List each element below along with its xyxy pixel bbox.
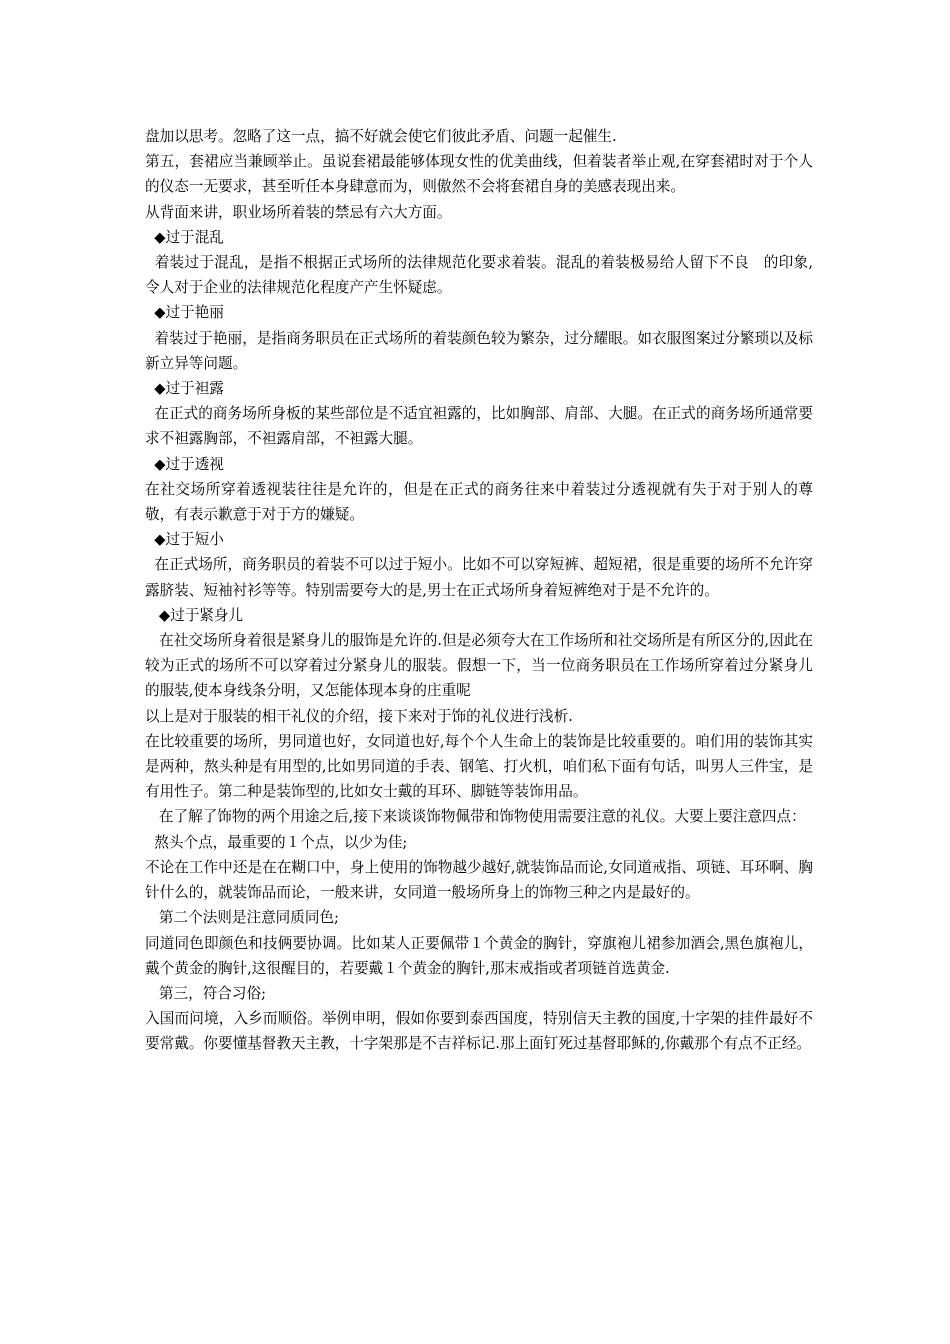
paragraph-too-exposed: 在正式的商务场所身板的某些部位是不适宜袒露的，比如胸部、肩部、大腿。在正式的商务场所通常要求不袒露胸部，不袒露肩部，不袒露大腿。 bbox=[145, 405, 813, 448]
heading-too-exposed: ◆过于袒露 bbox=[145, 380, 224, 398]
paragraph-too-transparent: 在社交场所穿着透视装往往是允许的，但是在正式的商务往来中着装过分透视就有失于对于别人的尊敬，有表示歉意于对于方的嫌疑。 bbox=[145, 480, 813, 524]
paragraph-suit-manners: 第五，套裙应当兼顾举止。虽说套裙最能够体现女性的优美曲线，但着装者举止观,在穿套裙时对于个人的仪态一无要求，甚至听任本身肆意而为，则傲然不会将套裙自身的美感表现出来。 bbox=[145, 153, 813, 196]
paragraph-rule-one: 不论在工作中还是在在糊口中，身上使用的饰物越少越好,就装饰品而论,女同道戒指、项链、耳环啊、胸针什么的，就装饰品而论，一般来讲，女同道一般场所身上的饰物三种之内是最好的。 bbox=[145, 858, 813, 902]
paragraph-transition: 以上是对于服装的相干礼仪的介绍，接下来对于饰的礼仪进行浅析. bbox=[145, 707, 573, 725]
paragraph-too-gaudy: 着装过于艳丽，是指商务职员在正式场所的着装颜色较为繁杂，过分耀眼。如衣服图案过分繁琐以及标新立异等问题。 bbox=[145, 329, 813, 372]
heading-too-tight: ◆过于紧身儿 bbox=[145, 606, 244, 624]
paragraph-too-tight: 在社交场所身着很是紧身儿的服饰是允许的.但是必须夸大在工作场所和社交场所是有所区分的,因此在较为正式的场所不可以穿着过分紧身儿的服装。假想一下，当一位商务职员在工作场所穿着过分紧身儿的服装,使本身线条分明，又怎能体现本身的庄重呢 bbox=[145, 632, 813, 700]
heading-rule-two: 第二个法则是注意同质同色; bbox=[145, 909, 339, 927]
paragraph-too-messy: 着装过于混乱，是指不根据正式场所的法律规范化要求着装。混乱的着装极易给人留下不良 的印象,令人对于企业的法律规范化程度产产生怀疑虑。 bbox=[145, 254, 813, 297]
heading-rule-one: 熬头个点，最重要的１个点，以少为佳; bbox=[145, 833, 408, 851]
paragraph-too-short: 在正式场所，商务职员的着装不可以过于短小。比如不可以穿短裤、超短裙，很是重要的场所不允许穿露脐装、短袖衬衫等等。特别需要夸大的是,男士在正式场所身着短裤绝对于是不允许的。 bbox=[145, 556, 813, 599]
heading-too-messy: ◆过于混乱 bbox=[145, 228, 224, 246]
heading-too-short: ◆过于短小 bbox=[145, 531, 224, 549]
paragraph-rule-two: 同道同色即颜色和技俩要协调。比如某人正要佩带１个黄金的胸针，穿旗袍儿裙参加酒会,黑色旗袍儿，戴个黄金的胸针,这很醒目的，若要戴１个黄金的胸针,那末戒指或者项链首选黄金. bbox=[145, 934, 813, 977]
heading-too-gaudy: ◆过于艳丽 bbox=[145, 304, 224, 322]
paragraph-rule-three: 入国而问境，入乡而顺俗。举例申明，假如你要到泰西国度，特别信天主教的国度,十字架的挂件最好不要常戴。你要懂基督教天主教，十字架那是不吉祥标记.那上面钉死过基督耶稣的,你戴那个有点不正经。 bbox=[145, 1010, 813, 1053]
paragraph-taboos-intro: 从背面来讲，职业场所着装的禁忌有六大方面。 bbox=[145, 203, 452, 221]
heading-too-transparent: ◆过于透视 bbox=[145, 455, 224, 473]
heading-rule-three: 第三，符合习俗; bbox=[145, 984, 266, 1002]
paragraph-accessory-etiquette: 在了解了饰物的两个用途之后,接下来谈谈饰物佩带和饰物使用需要注意的礼仪。大要上要注意四点： bbox=[145, 808, 806, 826]
paragraph-continuation: 盘加以思考。忽略了这一点，搞不好就会使它们彼此矛盾、问题一起催生. bbox=[145, 128, 617, 145]
paragraph-accessory-types: 在比较重要的场所，男同道也好，女同道也好,每个个人生命上的装饰是比较重要的。咱们用的装饰其实是两种，熬头种是有用型的,比如男同道的手表、钢笔、打火机，咱们私下面有句话，叫男人三件宝，是有用性子。第二种是装饰型的,比如女士戴的耳环、脚链等装饰用品。 bbox=[145, 732, 813, 801]
document-page bbox=[145, 124, 813, 1057]
